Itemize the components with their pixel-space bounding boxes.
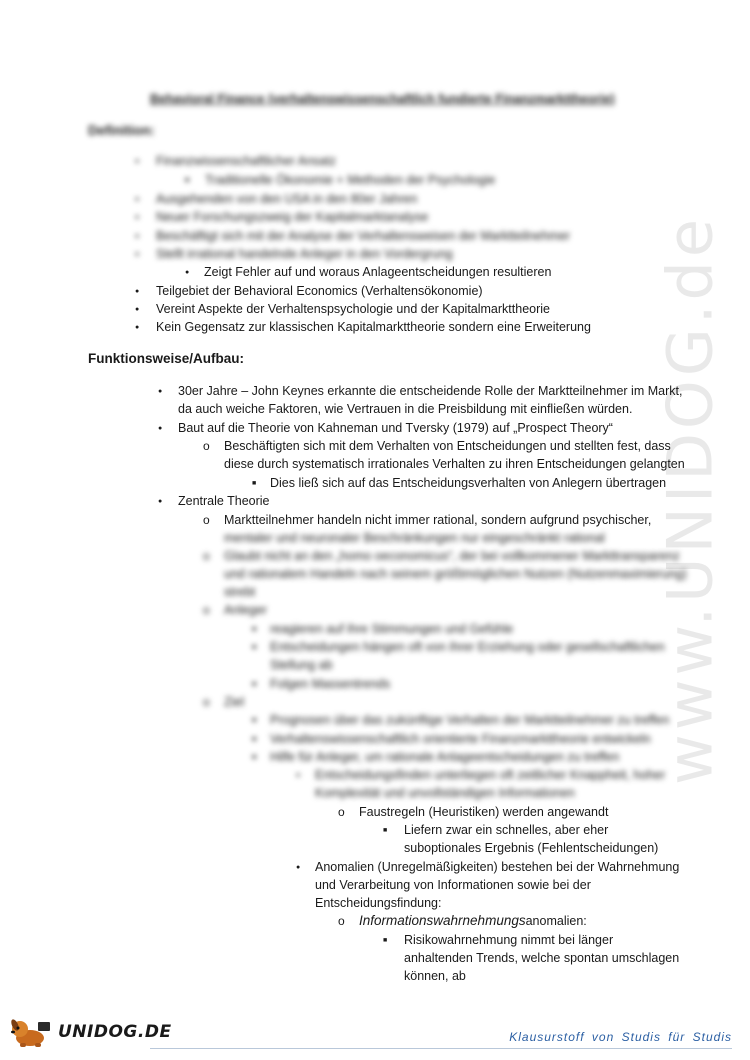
watermark: www.UNIDOG.de (653, 215, 727, 785)
dog-mascot-icon (8, 1018, 56, 1048)
bullet-circle (338, 803, 345, 821)
bullet-square (185, 171, 189, 192)
function-line: Prognosen über das zukünftige Verhalten der Marktteilnehmer zu treffen (270, 713, 670, 727)
definition-heading: Definition: (88, 123, 155, 138)
function-line: strebt (224, 585, 256, 599)
bullet-dot (158, 382, 162, 403)
bullet-circle (203, 693, 210, 711)
bullet-dot (135, 245, 139, 266)
definition-item: Beschäftigt sich mit der Analyse der Verhaltensweisen der Marktteilnehmer (156, 229, 571, 243)
function-line: Anleger (224, 603, 268, 617)
bullet-dot (135, 318, 139, 339)
function-line: anhaltenden Trends, welche spontan umschlagen (404, 951, 680, 965)
definition-item: Teilgebiet der Behavioral Economics (Verhaltensökonomie) (156, 284, 483, 298)
function-line: mentaler und neuronaler Beschränkungen nur eingeschränkt rational (224, 531, 605, 545)
function-line: suboptionales Ergebnis (Fehlentscheidungen) (404, 841, 659, 855)
definition-item: Finanzwissenschaftlicher Ansatz (156, 154, 336, 168)
footer-tagline: Klausurstoff von Studis für Studis (509, 1030, 732, 1044)
footer-logo[interactable] (8, 1018, 172, 1048)
logo-text: UNIDOG.DE (58, 1022, 172, 1042)
function-line: Hilfe für Anleger, um rationale Anlageentscheidungen zu treffen (270, 750, 620, 764)
function-line: Risikowahrnehmung nimmt bei länger (404, 933, 614, 947)
function-line: Marktteilnehmer handeln nicht immer rational, sondern aufgrund psychischer, (224, 513, 652, 527)
bullet-dot (158, 419, 162, 440)
function-line: Beschäftigten sich mit dem Verhalten von Entscheidungen und stellten fest, dass (224, 439, 671, 453)
function-line: reagieren auf ihre Stimmungen und Gefühle (270, 622, 514, 636)
function-line: und rationalem Handeln nach seinem größtmöglichen Nutzen (Nutzenmaximierung) (224, 567, 687, 581)
function-line: Glaubt nicht an den „homo oeconomicus“, der bei vollkommener Markttransparenz (224, 549, 680, 563)
function-line: Faustregeln (Heuristiken) werden angewandt (359, 805, 609, 819)
function-line: 30er Jahre – John Keynes erkannte die entscheidende Rolle der Marktteilnehmer im Markt, (178, 384, 683, 398)
function-line: Entscheidungsfinden unterliegen oft zeitlicher Knappheit, hoher (315, 768, 666, 782)
function-line: diese durch systematisch irrationales Verhalten zu ihren Entscheidungen gelangten (224, 457, 685, 471)
function-line: da auch weiche Faktoren, wie Vertrauen in die Preisbildung mit einfließen würden. (178, 402, 633, 416)
function-line: Verhaltenswissenschaftlich orientierte Finanzmarkttheorie entwickeln (270, 732, 651, 746)
function-line: Entscheidungsfindung: (315, 896, 442, 910)
bullet-square (252, 748, 256, 769)
function-line: Entscheidungen hängen oft von ihrer Erziehung oder gesellschaftlichen (270, 640, 665, 654)
definition-item: Vereint Aspekte der Verhaltenspsychologie und der Kapitalmarkttheorie (156, 302, 550, 316)
function-line: Zentrale Theorie (178, 494, 270, 508)
function-line: Liefern zwar ein schnelles, aber eher (404, 823, 609, 837)
bullet-square (252, 638, 256, 659)
function-heading: Funktionsweise/Aufbau: (88, 351, 245, 366)
function-line: Dies ließ sich auf das Entscheidungsverhalten von Anlegern übertragen (270, 476, 667, 490)
function-line: Komplexität und unvollständigen Informationen (315, 786, 575, 800)
function-line: und Verarbeitung von Informationen sowie bei der (315, 878, 591, 892)
bullet-dot (158, 492, 162, 513)
bullet-dot (296, 858, 300, 879)
bullet-dot (135, 152, 139, 173)
bullet-circle (338, 912, 345, 930)
bullet-circle (203, 547, 210, 565)
definition-item: Traditionelle Ökonomie + Methoden der Psychologie (205, 173, 496, 187)
bullet-dot (135, 208, 139, 229)
function-line: Ziel (224, 695, 245, 709)
definition-item: Kein Gegensatz zur klassischen Kapitalmarkttheorie sondern eine Erweiterung (156, 320, 591, 334)
function-line: Stellung ab (270, 658, 333, 672)
footer-divider (150, 1048, 732, 1049)
bullet-square (252, 711, 256, 732)
bullet-circle (203, 437, 210, 455)
bullet-dot (296, 766, 300, 787)
bullet-square (383, 821, 387, 842)
function-line: Folgen Massentrends (270, 677, 391, 691)
function-line: Baut auf die Theorie von Kahneman und Tversky (1979) auf „Prospect Theory“ (178, 421, 613, 435)
bullet-circle (203, 511, 210, 529)
definition-item: Zeigt Fehler auf und woraus Anlageentscheidungen resultieren (204, 265, 552, 279)
definition-item: Ausgehenden von den USA in den 80er Jahren (156, 192, 418, 206)
definition-item: Stellt irrational handelnde Anleger in den Vordergrung (156, 247, 453, 261)
bullet-dot (185, 263, 189, 284)
document-title: Behavioral Finance (verhaltenswissenschaftlich fundierte Finanzmarkttheorie) (150, 92, 615, 106)
function-line: können, ab (404, 969, 466, 983)
bullet-circle (203, 601, 210, 619)
bullet-square (383, 931, 387, 952)
function-line: Informationswahrnehmungsanomalien: (359, 913, 587, 928)
definition-item: Neuer Forschungszweig der Kapitalmarktanalyse (156, 210, 429, 224)
bullet-square (252, 675, 256, 696)
function-line: Anomalien (Unregelmäßigkeiten) bestehen bei der Wahrnehmung (315, 860, 680, 874)
